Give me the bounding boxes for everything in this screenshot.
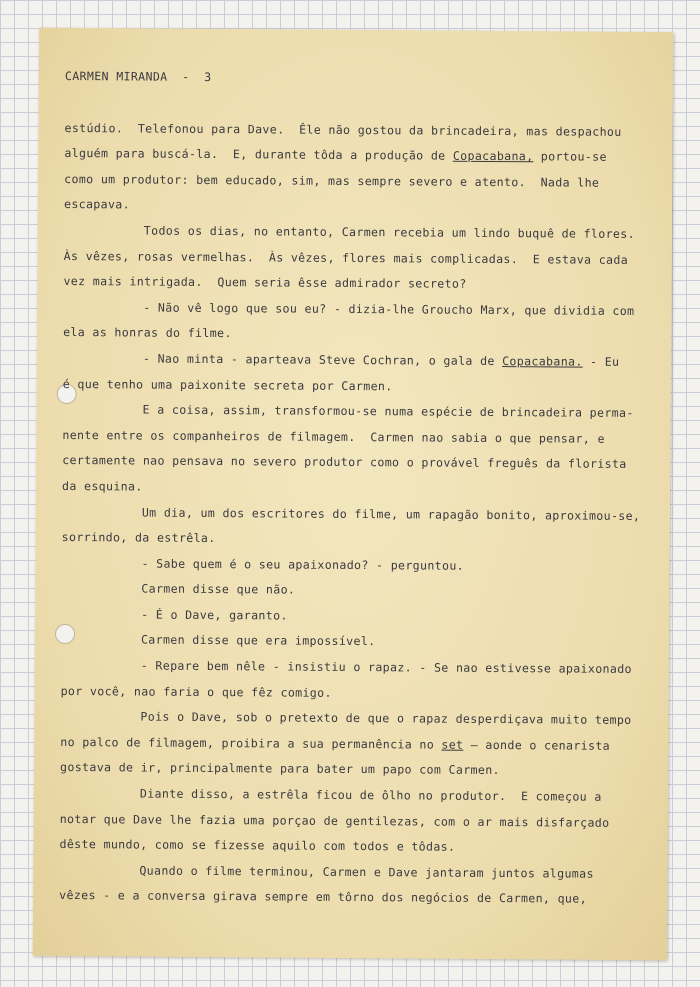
text-span: estúdio. Telefonou para Dave. Êle não gostou da brincadeira, mas despachou <box>64 120 622 139</box>
text-line <box>64 218 664 248</box>
text-line <box>62 397 662 427</box>
text-line <box>63 269 663 299</box>
text-line <box>62 448 662 478</box>
text-line <box>60 781 660 811</box>
text-line <box>59 883 659 913</box>
text-span: gostava de ir, principalmente para bater um papo com Carmen. <box>60 760 500 778</box>
text-span: E a coisa, assim, transformou-se numa espécie de brincadeira perma- <box>142 402 634 421</box>
text-line <box>59 832 659 862</box>
text-span: escapava. <box>63 197 131 212</box>
underlined-title: set <box>441 737 464 752</box>
text-span: - Eu <box>582 354 620 369</box>
text-span: Todos os dias, no entanto, Carmen recebia um lindo buquê de flores. <box>143 223 635 241</box>
text-span: Carmen disse que era impossível. <box>140 632 376 649</box>
text-span: Diante disso, a estrêla ficou de ôlho no produtor. E começou a <box>139 786 602 804</box>
text-span: vêzes - e a conversa girava sempre em tôrno dos negócios de Carmen, que, <box>59 888 587 907</box>
text-span: Um dia, um dos escritores do filme, um rapagão bonito, aproximou-se, <box>141 505 641 523</box>
text-span: — aonde o cenarista <box>463 737 611 753</box>
text-span: - Sabe quem é o seu apaixonado? - perguntou. <box>141 556 465 573</box>
text-span: Carmen disse que não. <box>141 581 296 597</box>
page-header: CARMEN MIRANDA - 3 <box>64 68 212 85</box>
text-span: - Não vê logo que sou eu? - dizia-lhe Groucho Marx, que dividia com <box>143 300 635 318</box>
text-line <box>62 525 662 555</box>
text-span: dêste mundo, como se fizesse aquilo com todos e tôdas. <box>59 837 456 854</box>
text-line <box>61 653 661 683</box>
text-span: ela as honras do filme. <box>63 325 232 341</box>
text-span: nente entre os companheiros de filmagem. Carmen nao sabia o que pensar, e <box>62 427 605 446</box>
underlined-title: Copacabana, <box>452 148 534 164</box>
text-span: da esquina. <box>62 478 143 494</box>
underlined-title: Copacabana. <box>502 353 583 369</box>
page-text <box>59 64 665 913</box>
text-span: Pois o Dave, sob o pretexto de que o rapaz desperdiçava muito tempo <box>140 709 632 728</box>
text-span: por você, nao faria o que fêz comigo. <box>60 683 332 700</box>
text-span: alguém para buscá-la. E, durante tôda a produção de <box>64 146 453 163</box>
body-text <box>59 116 665 914</box>
text-span: notar que Dave lhe fazia uma porçao de gentilezas, com o ar mais disfarçado <box>59 811 610 830</box>
text-span: no palco de filmagem, proibira a sua permanência no <box>60 734 442 752</box>
text-line <box>64 141 664 171</box>
text-span: é que tenho uma paixonite secreta por Carmen. <box>62 376 393 393</box>
text-span: - É o Dave, garanto. <box>141 607 288 623</box>
text-span: portou-se <box>533 149 607 164</box>
text-span: Às vêzes, rosas vermelhas. Às vêzes, flores mais complicadas. E estava cada <box>63 248 629 267</box>
text-span: sorrindo, da estrêla. <box>61 530 216 546</box>
text-line <box>61 576 661 606</box>
text-line <box>60 704 660 734</box>
text-span: como um produtor: bem educado, sim, mas sempre severo e atento. Nada lhe <box>64 171 600 190</box>
text-span: certamente nao pensava no severo produtor como o provável freguês da florista <box>62 453 627 472</box>
text-span: - Nao minta - aparteava Steve Cochran, o gala de <box>142 351 503 368</box>
text-span: - Repare bem nêle - insistiu o rapaz. - Se nao estivesse apaixonado <box>140 658 632 677</box>
text-line <box>63 346 663 376</box>
text-span: vez mais intrigada. Quem seria êsse admirador secreto? <box>63 274 467 291</box>
text-span: Quando o filme terminou, Carmen e Dave jantaram juntos algumas <box>139 863 594 881</box>
typewritten-page <box>33 28 673 960</box>
text-line <box>64 167 664 197</box>
